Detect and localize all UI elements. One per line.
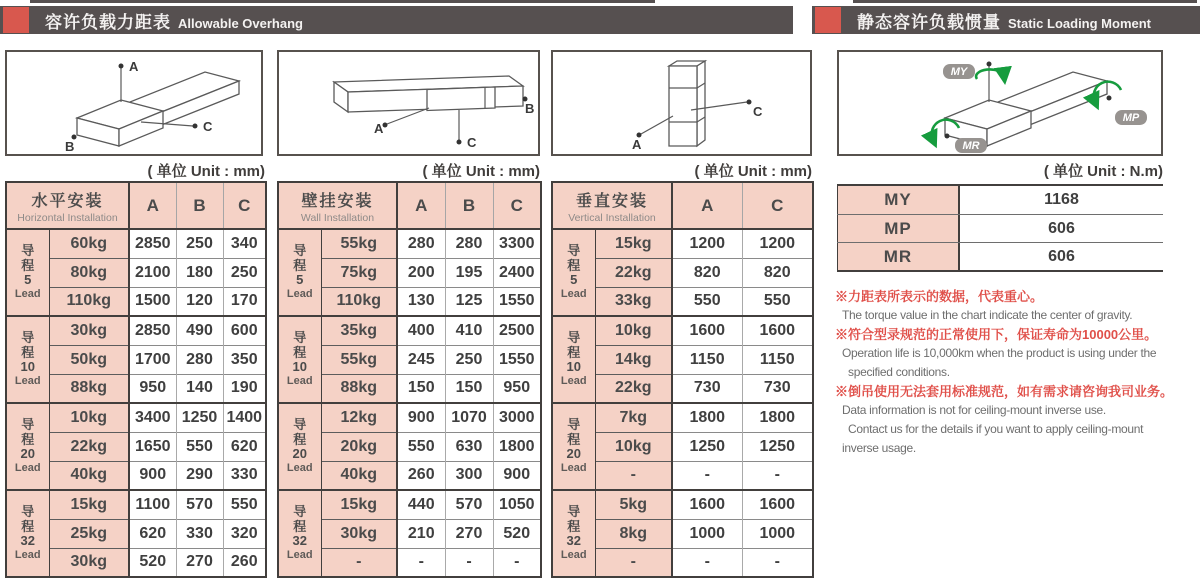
value-cell: 200: [397, 258, 445, 287]
column-header-c: C: [223, 182, 266, 229]
lead-group-label: [552, 490, 595, 577]
value-cell: 130: [397, 287, 445, 316]
lead-group-label: [6, 403, 49, 490]
table-title: [6, 182, 129, 229]
point-c-label: C: [203, 119, 213, 134]
note-zh: ※倒吊使用无法套用标准规范，如有需求请咨询我司业务。: [835, 384, 1174, 399]
vertical-rail-sketch: [553, 52, 810, 154]
value-cell: 280: [445, 229, 493, 258]
horizontal-installation-table: [5, 181, 267, 578]
table-title-en: Vertical Installation: [568, 211, 656, 224]
value-cell: 550: [223, 490, 266, 519]
lead-label-zh: 导 程 32: [292, 504, 307, 549]
load-cell: 15kg: [321, 490, 397, 519]
diagram-horizontal-installation: [5, 50, 263, 156]
value-cell: 1500: [129, 287, 176, 316]
lead-label-en: Lead: [286, 461, 313, 474]
value-cell: 820: [672, 258, 742, 287]
table-row: [278, 229, 541, 258]
lead-label-en: Lead: [14, 287, 41, 300]
value-cell: 1050: [493, 490, 541, 519]
value-cell: 1250: [176, 403, 223, 432]
moment-value-my: 1168: [1044, 191, 1079, 208]
lead-group-label: [6, 316, 49, 403]
lead-label-zh: 导 程 10: [292, 330, 307, 375]
table-title: [552, 182, 672, 229]
note-en: Data information is not for ceiling-mount inverse use.: [842, 403, 1106, 417]
lead-label-en: Lead: [14, 548, 41, 561]
moment-label-my: MY: [837, 186, 960, 214]
value-cell: 1650: [129, 432, 176, 461]
column-header-a: A: [129, 182, 176, 229]
load-cell: 30kg: [49, 316, 129, 345]
note-en: inverse usage.: [842, 441, 916, 455]
value-cell: 210: [397, 519, 445, 548]
unit-label-nm: ( 单位 Unit : N.m): [1043, 163, 1163, 180]
value-cell: 440: [397, 490, 445, 519]
load-cell: -: [595, 548, 672, 577]
section-title-en: Allowable Overhang: [178, 15, 303, 31]
diagram-wall-installation: [277, 50, 540, 156]
lead-group-label: [552, 229, 595, 316]
section-title: [45, 8, 303, 33]
load-cell: 40kg: [49, 461, 129, 490]
load-cell: 60kg: [49, 229, 129, 258]
load-cell: 55kg: [321, 229, 397, 258]
lead-label-en: Lead: [286, 374, 313, 387]
lead-label-zh: 导 程 10: [566, 330, 581, 375]
lead-label-zh: 导 程 5: [567, 243, 581, 288]
value-cell: 150: [445, 374, 493, 403]
value-cell: 2850: [129, 229, 176, 258]
horizontal-rail-sketch: [7, 52, 261, 154]
value-cell: 2400: [493, 258, 541, 287]
load-cell: 50kg: [49, 345, 129, 374]
value-cell: 1000: [742, 519, 813, 548]
value-cell: 400: [397, 316, 445, 345]
load-cell: 33kg: [595, 287, 672, 316]
table-row: [837, 242, 1163, 270]
value-cell: 1100: [129, 490, 176, 519]
lead-label-zh: 导 程 5: [293, 243, 307, 288]
value-cell: 330: [223, 461, 266, 490]
load-cell: 25kg: [49, 519, 129, 548]
lead-label-zh: 导 程 10: [20, 330, 35, 375]
table-row: [6, 316, 266, 345]
value-cell: 2500: [493, 316, 541, 345]
value-cell: 1800: [493, 432, 541, 461]
load-cell: 10kg: [595, 316, 672, 345]
lead-label-zh: 导 程 32: [20, 504, 35, 549]
load-cell: -: [595, 461, 672, 490]
column-header-b: B: [445, 182, 493, 229]
value-cell: 1600: [742, 490, 813, 519]
lead-label-en: Lead: [286, 287, 313, 300]
value-cell: 1600: [742, 316, 813, 345]
value-cell: 630: [445, 432, 493, 461]
value-cell: 2850: [129, 316, 176, 345]
value-cell: 1600: [672, 316, 742, 345]
value-cell: 550: [672, 287, 742, 316]
unit-label-mm: ( 单位 Unit : mm): [422, 163, 540, 180]
value-cell: 280: [176, 345, 223, 374]
value-cell: 290: [176, 461, 223, 490]
value-cell: -: [672, 461, 742, 490]
table-row: [837, 186, 1163, 214]
point-b-label: B: [525, 101, 535, 116]
note-en: The torque value in the chart indicate the center of gravity.: [842, 308, 1133, 322]
red-accent-square: [815, 7, 841, 33]
value-cell: 190: [223, 374, 266, 403]
diagram-vertical-installation: [551, 50, 812, 156]
load-cell: 7kg: [595, 403, 672, 432]
value-cell: 550: [176, 432, 223, 461]
value-cell: 300: [445, 461, 493, 490]
table-row: [552, 316, 813, 345]
value-cell: 520: [129, 548, 176, 577]
value-cell: -: [397, 548, 445, 577]
table-title-zh: 垂直安装: [575, 192, 648, 210]
lead-group-label: [278, 229, 321, 316]
lead-group-label: [6, 490, 49, 577]
load-cell: 10kg: [49, 403, 129, 432]
load-cell: 55kg: [321, 345, 397, 374]
point-a-label: A: [374, 121, 384, 136]
value-cell: 570: [176, 490, 223, 519]
value-cell: 900: [493, 461, 541, 490]
load-cell: 10kg: [595, 432, 672, 461]
lead-group-label: [6, 229, 49, 316]
lead-label-en: Lead: [14, 461, 41, 474]
value-cell: -: [742, 461, 813, 490]
value-cell: 180: [176, 258, 223, 287]
table-row: [278, 316, 541, 345]
table-row: [278, 403, 541, 432]
value-cell: 550: [397, 432, 445, 461]
table-row: [837, 214, 1163, 242]
load-cell: 20kg: [321, 432, 397, 461]
value-cell: 1250: [672, 432, 742, 461]
load-cell: 75kg: [321, 258, 397, 287]
section-header-moment: [812, 6, 1200, 34]
point-a-label: A: [632, 137, 642, 152]
load-cell: 110kg: [321, 287, 397, 316]
value-cell: 330: [176, 519, 223, 548]
static-loading-moment-table: [837, 184, 1163, 272]
value-cell: 730: [672, 374, 742, 403]
lead-label-en: Lead: [560, 461, 587, 474]
value-cell: 250: [176, 229, 223, 258]
value-cell: 1800: [742, 403, 813, 432]
value-cell: 550: [742, 287, 813, 316]
value-cell: 150: [397, 374, 445, 403]
moment-label-mp: MP: [837, 215, 960, 242]
column-header-a: A: [397, 182, 445, 229]
value-cell: 1070: [445, 403, 493, 432]
lead-label-zh: 导 程 20: [20, 417, 35, 462]
value-cell: 1000: [672, 519, 742, 548]
value-cell: 260: [397, 461, 445, 490]
moment-rail-sketch: [839, 52, 1161, 154]
section-title-zh: 容许负载力距表: [45, 12, 171, 32]
note-zh: ※力距表所表示的数据，代表重心。: [835, 289, 1044, 304]
value-cell: 340: [223, 229, 266, 258]
value-cell: 120: [176, 287, 223, 316]
load-cell: 12kg: [321, 403, 397, 432]
load-cell: 15kg: [49, 490, 129, 519]
note-en: Contact us for the details if you want to apply ceiling-mount: [848, 422, 1144, 436]
value-cell: 250: [223, 258, 266, 287]
value-cell: 1700: [129, 345, 176, 374]
lead-label-en: Lead: [560, 287, 587, 300]
value-cell: 570: [445, 490, 493, 519]
lead-group-label: [278, 490, 321, 577]
table-row: [552, 229, 813, 258]
lead-group-label: [278, 316, 321, 403]
section-header-overhang: [0, 6, 793, 34]
value-cell: 1400: [223, 403, 266, 432]
table-title-en: Horizontal Installation: [17, 211, 118, 224]
load-cell: 15kg: [595, 229, 672, 258]
value-cell: 820: [742, 258, 813, 287]
value-cell: 1550: [493, 345, 541, 374]
value-cell: 250: [445, 345, 493, 374]
section-title-zh: 静态容许负载惯量: [857, 12, 1001, 32]
unit-label-mm: ( 单位 Unit : mm): [694, 163, 812, 180]
value-cell: 270: [176, 548, 223, 577]
column-header-c: C: [742, 182, 813, 229]
value-cell: 350: [223, 345, 266, 374]
table-row: [552, 403, 813, 432]
value-cell: 320: [223, 519, 266, 548]
value-cell: -: [742, 548, 813, 577]
unit-label-mm: ( 单位 Unit : mm): [147, 163, 265, 180]
load-cell: 30kg: [321, 519, 397, 548]
value-cell: 1250: [742, 432, 813, 461]
load-cell: 35kg: [321, 316, 397, 345]
column-header-b: B: [176, 182, 223, 229]
load-cell: 5kg: [595, 490, 672, 519]
value-cell: 730: [742, 374, 813, 403]
value-cell: 1800: [672, 403, 742, 432]
moment-label-mr: MR: [837, 243, 960, 270]
value-cell: 900: [397, 403, 445, 432]
table-title-zh: 水平安装: [31, 192, 104, 210]
column-header-c: C: [493, 182, 541, 229]
value-cell: 600: [223, 316, 266, 345]
lead-label-zh: 导 程 20: [292, 417, 307, 462]
load-cell: 14kg: [595, 345, 672, 374]
load-cell: 22kg: [595, 374, 672, 403]
value-cell: 125: [445, 287, 493, 316]
lead-group-label: [278, 403, 321, 490]
value-cell: 3000: [493, 403, 541, 432]
note-en: Operation life is 10,000km when the product is using under the: [842, 346, 1157, 360]
note-en: specified conditions.: [848, 365, 950, 379]
load-cell: 8kg: [595, 519, 672, 548]
table-row: [6, 403, 266, 432]
lead-label-zh: 导 程 20: [566, 417, 581, 462]
lead-label-zh: 导 程 32: [566, 504, 581, 549]
column-header-a: A: [672, 182, 742, 229]
value-cell: 170: [223, 287, 266, 316]
value-cell: -: [445, 548, 493, 577]
value-cell: 1600: [672, 490, 742, 519]
value-cell: -: [672, 548, 742, 577]
load-cell: -: [321, 548, 397, 577]
load-cell: 22kg: [49, 432, 129, 461]
value-cell: 1200: [742, 229, 813, 258]
top-accent-line-right: [853, 0, 1197, 3]
section-title-en: Static Loading Moment: [1008, 15, 1151, 31]
value-cell: 950: [129, 374, 176, 403]
value-cell: 620: [129, 519, 176, 548]
point-c-label: C: [753, 104, 763, 119]
wall-rail-sketch: [279, 52, 538, 154]
value-cell: 1550: [493, 287, 541, 316]
point-b-label: B: [65, 139, 75, 154]
lead-label-zh: 导 程 5: [21, 243, 35, 288]
load-cell: 110kg: [49, 287, 129, 316]
diagram-static-loading-moment: [837, 50, 1163, 156]
load-cell: 22kg: [595, 258, 672, 287]
value-cell: 270: [445, 519, 493, 548]
value-cell: 140: [176, 374, 223, 403]
value-cell: 280: [397, 229, 445, 258]
value-cell: 260: [223, 548, 266, 577]
table-row: [6, 490, 266, 519]
load-cell: 40kg: [321, 461, 397, 490]
load-cell: 88kg: [49, 374, 129, 403]
value-cell: 410: [445, 316, 493, 345]
footnotes: [835, 287, 1199, 458]
value-cell: -: [493, 548, 541, 577]
table-row: [6, 229, 266, 258]
value-cell: 195: [445, 258, 493, 287]
vertical-installation-table: [551, 181, 814, 578]
red-accent-square: [3, 7, 29, 33]
load-cell: 80kg: [49, 258, 129, 287]
mr-badge-label: MR: [962, 140, 980, 152]
point-a-label: A: [129, 59, 139, 74]
top-accent-line-left: [30, 0, 655, 3]
lead-label-en: Lead: [14, 374, 41, 387]
table-row: [552, 490, 813, 519]
lead-group-label: [552, 316, 595, 403]
table-title: [278, 182, 397, 229]
table-row: [278, 490, 541, 519]
value-cell: 3400: [129, 403, 176, 432]
value-cell: 1150: [672, 345, 742, 374]
point-c-label: C: [467, 135, 477, 150]
lead-label-en: Lead: [560, 374, 587, 387]
value-cell: 520: [493, 519, 541, 548]
wall-installation-table: [277, 181, 542, 578]
lead-group-label: [552, 403, 595, 490]
load-cell: 88kg: [321, 374, 397, 403]
value-cell: 620: [223, 432, 266, 461]
my-badge-label: MY: [950, 66, 968, 78]
note-zh: ※符合型录规范的正常使用下，保证寿命为10000公里。: [835, 327, 1158, 342]
mp-badge-label: MP: [1122, 112, 1140, 124]
moment-value-mr: 606: [1048, 247, 1075, 265]
load-cell: 30kg: [49, 548, 129, 577]
value-cell: 3300: [493, 229, 541, 258]
value-cell: 1200: [672, 229, 742, 258]
section-title: [857, 8, 1151, 33]
value-cell: 2100: [129, 258, 176, 287]
value-cell: 245: [397, 345, 445, 374]
value-cell: 490: [176, 316, 223, 345]
lead-label-en: Lead: [286, 548, 313, 561]
value-cell: 950: [493, 374, 541, 403]
table-title-en: Wall Installation: [300, 211, 375, 224]
value-cell: 900: [129, 461, 176, 490]
table-title-zh: 壁挂安装: [301, 192, 374, 210]
moment-value-mp: 606: [1048, 219, 1075, 237]
value-cell: 1150: [742, 345, 813, 374]
lead-label-en: Lead: [560, 548, 587, 561]
